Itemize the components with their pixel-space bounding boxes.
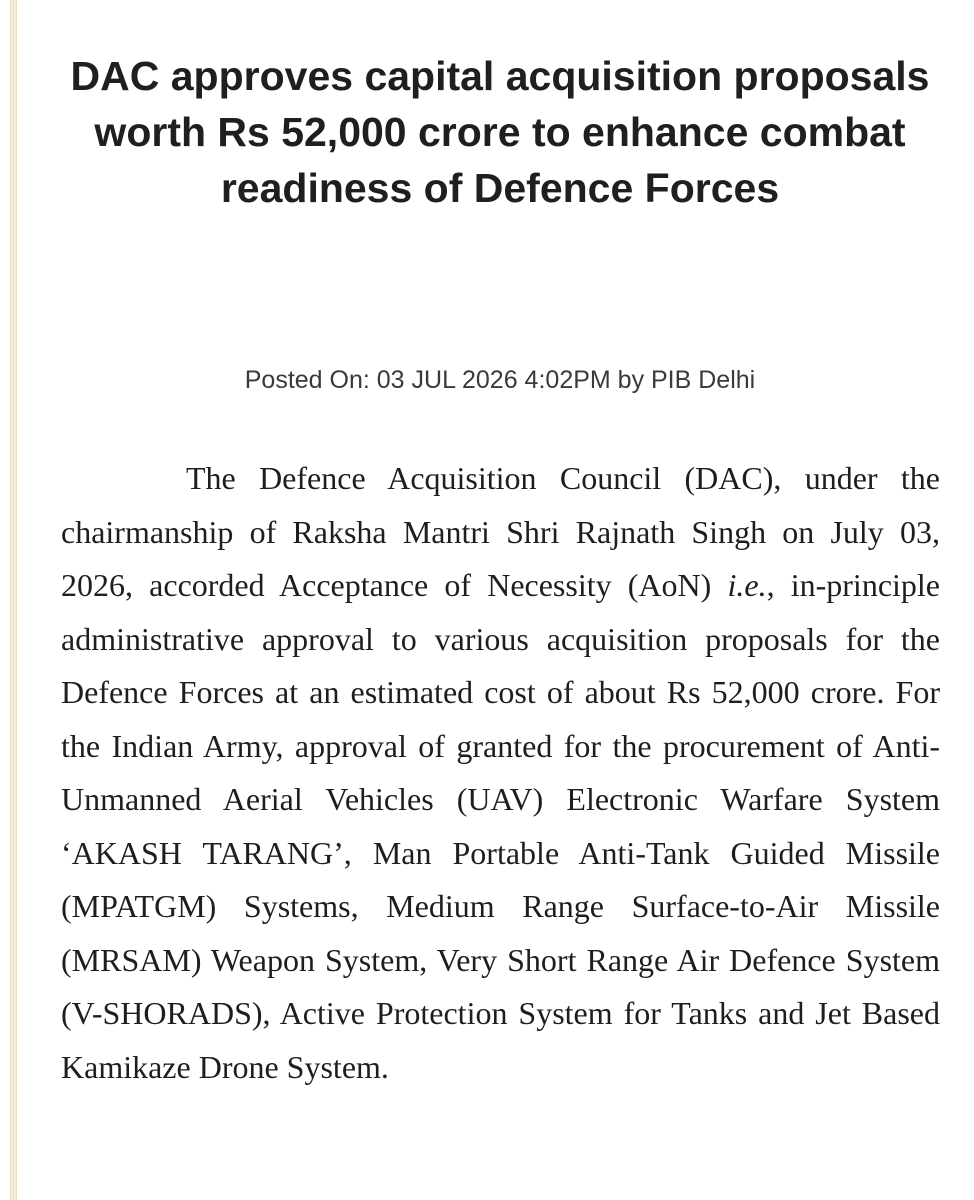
article-body xyxy=(61,452,940,1094)
posted-on-line: Posted On: 03 JUL 2026 4:02PM by PIB Delhi xyxy=(244,366,756,394)
page-edge-rule xyxy=(10,0,17,1200)
body-text-part1: The Defence Acquisition Council (DAC), under the chairmanship of Raksha Mantri Shri Rajnath Singh on July 03, 2026, accorded Acceptance of Necessity (AoN) xyxy=(61,460,940,603)
body-text-part2: , in-principle administrative approval to various acquisition proposals for the Defence Forces at an estimated cost of about Rs 52,000 crore. For the Indian Army, approval of granted for the procurement of Anti-Unmanned Aerial Vehicles (UAV) Electronic Warfare System ‘AKASH TARANG’, Man Portable Anti-Tank Guided Missile (MPATGM) Systems, Medium Range Surface-to-Air Missile (MRSAM) Weapon System, Very Short Range Air Defence System (V-SHORADS), Active Protection System for Tanks and Jet Based Kamikaze Drone System. xyxy=(61,567,941,1085)
body-text-italic: i.e. xyxy=(727,567,767,603)
article-title: DAC approves capital acquisition proposals worth Rs 52,000 crore to enhance combat readiness of Defence Forces xyxy=(70,53,930,211)
